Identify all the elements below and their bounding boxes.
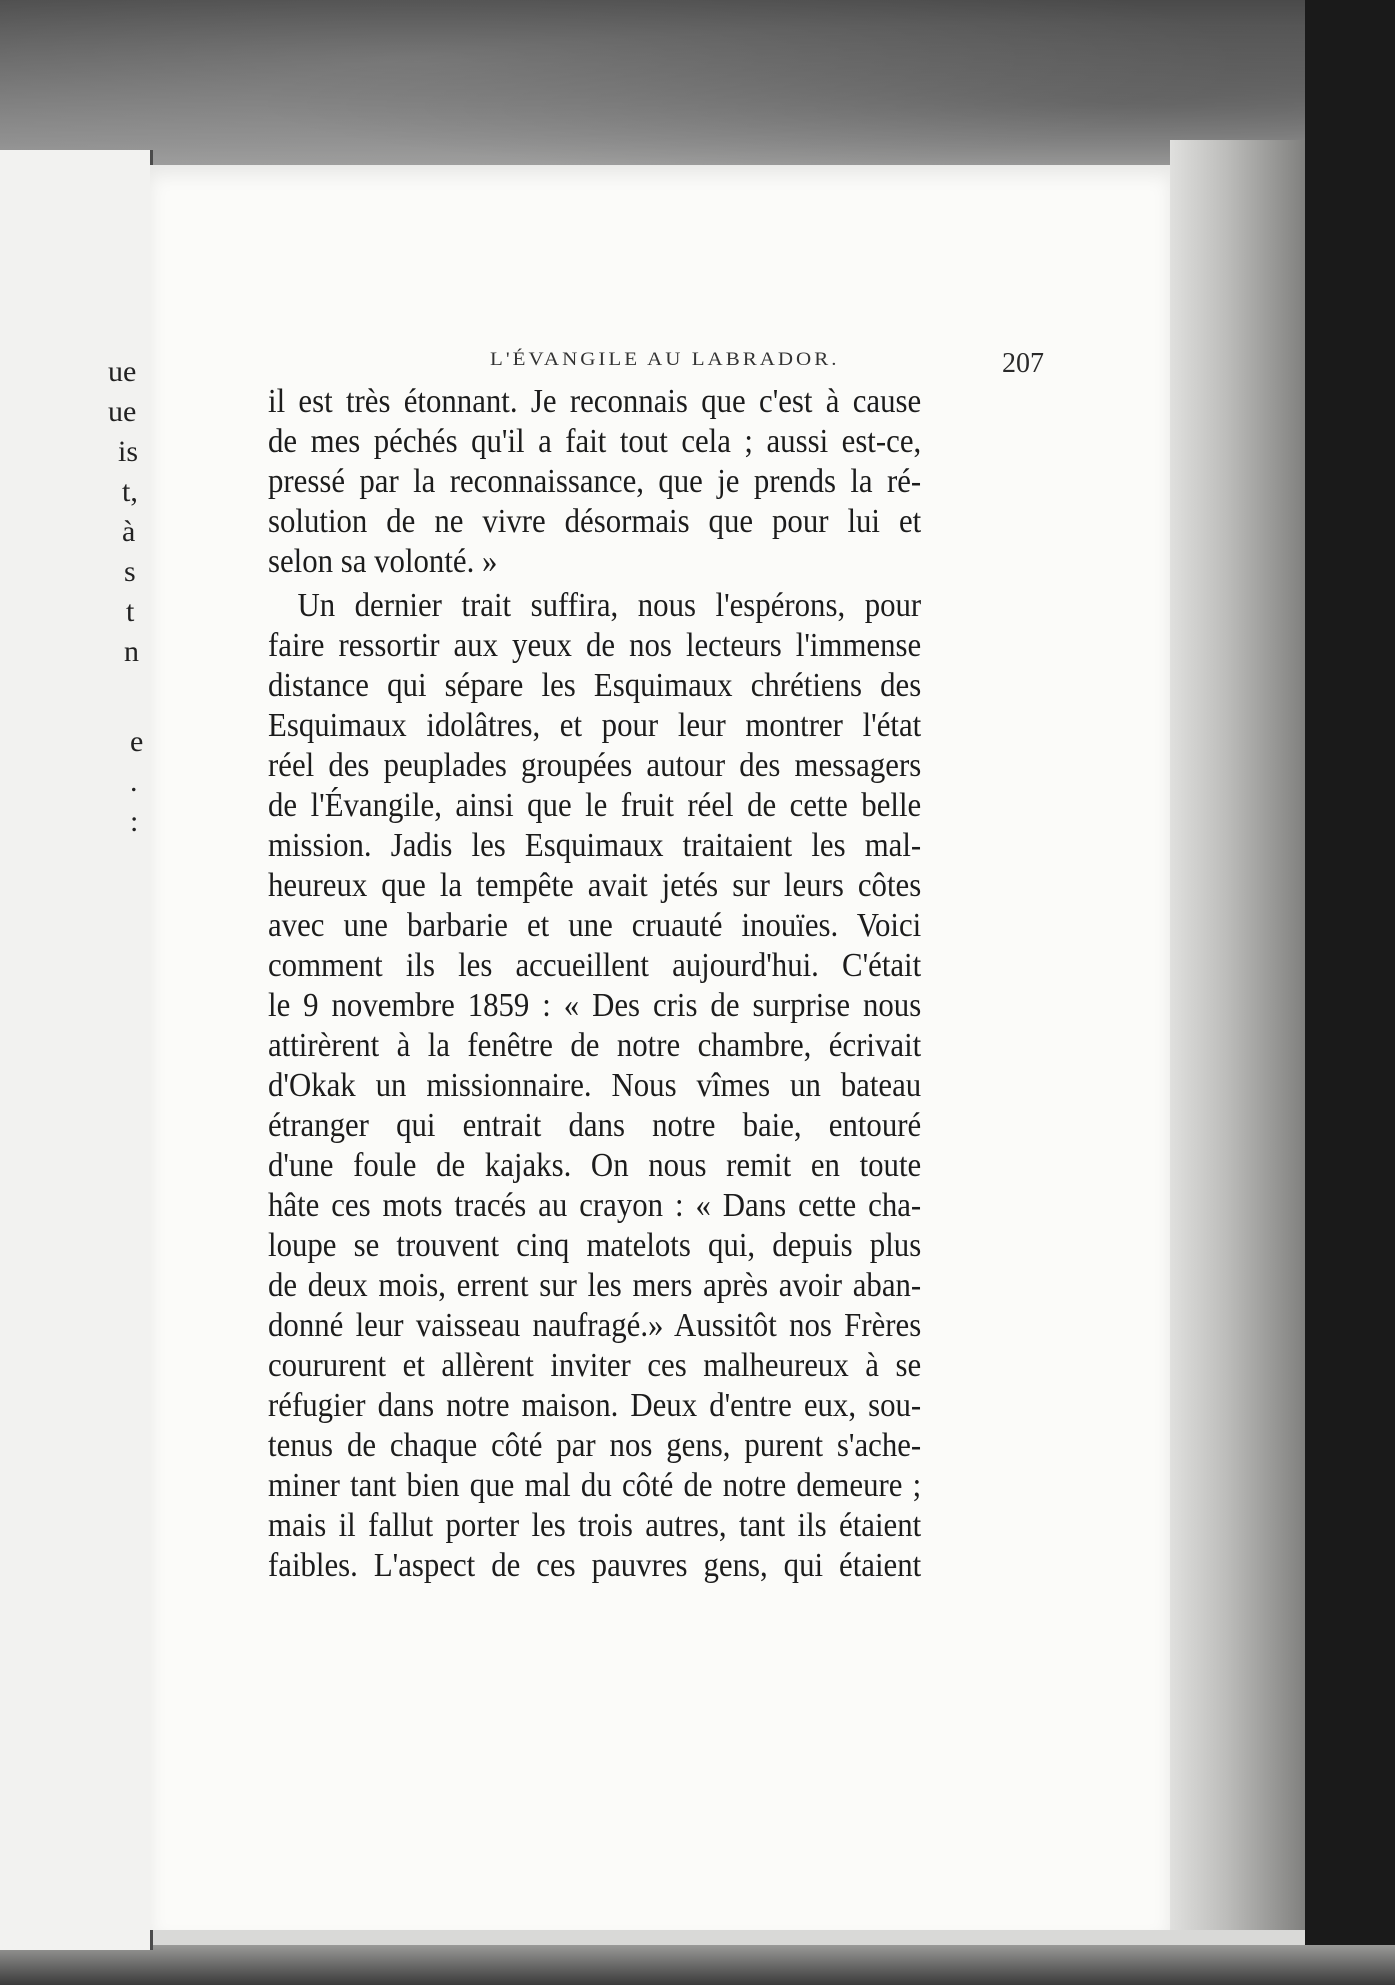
text-line: Un dernier trait suffira, nous l'espérons, pour [297, 587, 922, 624]
text-line: tenus de chaque côté par nos gens, purent s'ache- [268, 1427, 922, 1464]
facing-page-fragment: t, [122, 475, 138, 508]
running-head: L'ÉVANGILE AU LABRADOR. [490, 348, 840, 370]
facing-page-fragment: : [130, 805, 139, 838]
text-line: il est très étonnant. Je reconnais que c'est à cause [268, 383, 922, 420]
text-line: distance qui sépare les Esquimaux chrétiens des [268, 667, 922, 704]
book-page [150, 165, 1170, 1930]
text-line: attirèrent à la fenêtre de notre chambre, écrivait [268, 1027, 922, 1064]
text-line: hâte ces mots tracés au crayon : « Dans cette cha- [268, 1187, 922, 1224]
facing-page-fragment: à [122, 515, 136, 548]
text-line: faire ressortir aux yeux de nos lecteurs l'immense [268, 627, 922, 664]
text-line: le 9 novembre 1859 : « Des cris de surprise nous [268, 987, 922, 1024]
text-line: solution de ne vivre désormais que pour lui et [268, 503, 922, 540]
facing-page-fragment: n [124, 635, 139, 668]
text-line: de l'Évangile, ainsi que le fruit réel de cette belle [268, 787, 922, 824]
scan-border-right [1305, 0, 1395, 1985]
text-line: avec une barbarie et une cruauté inouïes. Voici [268, 907, 922, 944]
text-line: comment ils les accueillent aujourd'hui. C'était [268, 947, 922, 984]
text-line: de deux mois, errent sur les mers après avoir aban- [268, 1267, 922, 1304]
facing-page-fragment: t [126, 595, 135, 628]
text-line: d'une foule de kajaks. On nous remit en toute [268, 1147, 922, 1184]
text-line: loupe se trouvent cinq matelots qui, depuis plus [268, 1227, 922, 1264]
scan-border-bottom [0, 1945, 1395, 1985]
text-line: de mes péchés qu'il a fait tout cela ; aussi est-ce, [268, 423, 922, 460]
text-line: mission. Jadis les Esquimaux traitaient les mal- [268, 827, 922, 864]
page-edge-shadow [1170, 140, 1310, 1930]
facing-page-fragment: ue [108, 355, 137, 388]
page-number: 207 [1002, 348, 1044, 379]
text-line: réfugier dans notre maison. Deux d'entre eux, sou- [268, 1387, 922, 1424]
facing-page-fragment: e [130, 725, 144, 758]
text-line: étranger qui entrait dans notre baie, entouré [268, 1107, 922, 1144]
text-line: faibles. L'aspect de ces pauvres gens, qui étaient [268, 1547, 922, 1584]
text-line: pressé par la reconnaissance, que je prends la ré- [268, 463, 922, 500]
text-line: coururent et allèrent inviter ces malheureux à se [268, 1347, 922, 1384]
text-line: Esquimaux idolâtres, et pour leur montrer l'état [268, 707, 922, 744]
facing-page-fragment: is [118, 435, 139, 468]
text-line: d'Okak un missionnaire. Nous vîmes un bateau [268, 1067, 922, 1104]
facing-page-sliver [0, 150, 153, 1950]
text-line: heureux que la tempête avait jetés sur leurs côtes [268, 867, 922, 904]
text-line: donné leur vaisseau naufragé.» Aussitôt nos Frères [268, 1307, 922, 1344]
facing-page-fragment: ue [108, 395, 137, 428]
facing-page-fragment: s [124, 555, 136, 588]
text-line: miner tant bien que mal du côté de notre demeure ; [268, 1467, 922, 1504]
text-line: réel des peuplades groupées autour des messagers [268, 747, 922, 784]
facing-page-fragment: . [130, 765, 138, 798]
text-line: mais il fallut porter les trois autres, tant ils étaient [268, 1507, 922, 1544]
text-line: selon sa volonté. » [268, 543, 498, 580]
